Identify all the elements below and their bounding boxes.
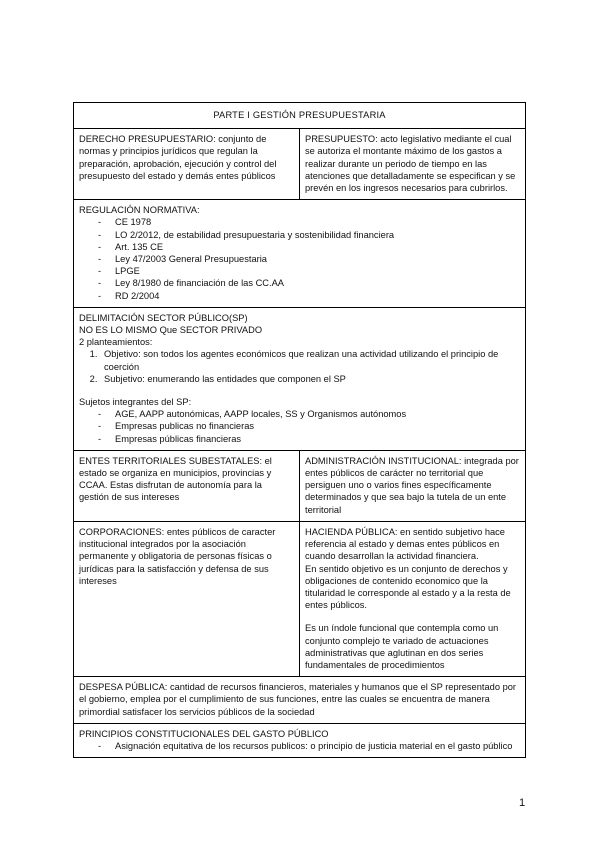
despesa-publica-text: DESPESA PÚBLICA: cantidad de recursos financieros, materiales y humanos que el SP representado por el gobierno, emplea por el cumplimiento de sus funciones, entre las cuales se encuentra de manera primordial satisfacer los servicios públicos de la sociedad [79,682,517,717]
hacienda-publica-p1: HACIENDA PÚBLICA: en sentido subjetivo hace referencia al estado y demas entes públicos en cuando desarrollan la actividad financiera. [305,526,505,562]
cell-presupuesto [300,129,526,200]
delimitacion-heading: DELIMITACIÓN SECTOR PÚBLICO(SP) [79,312,248,323]
sujetos-label: Sujetos integrantes del SP: [79,397,192,408]
list-item: 2. Subjetivo: enumerando las entidades que componen el SP [100,373,520,385]
presupuesto-text: PRESUPUESTO: acto legislativo mediante el cual se autoriza el montante máximo de los gastos a realizar durante un periodo de tiempo en las atenciones que detalladamente se especifican y se prevén en los ingresos necesarios para cubrirlos. [305,134,516,194]
cell-derecho-presupuestario [74,129,300,200]
list-item: - AGE, AAPP autonómicas, AAPP locales, SS y Organismos autónomos [98,408,520,420]
list-item: - Art. 135 CE [98,241,520,253]
sujetos-list [79,408,520,445]
regulacion-heading: REGULACIÓN NORMATIVA: [79,205,200,216]
content-table [73,102,526,758]
planteamientos-list [79,348,520,385]
list-item: - Ley 47/2003 General Presupuestaria [98,253,520,265]
cell-corporaciones [74,521,300,676]
cell-hacienda-publica [300,521,526,676]
list-item: - Empresas publicas no financieras [98,420,520,432]
list-item: - Ley 8/1980 de financiación de las CC.AA [98,277,520,289]
cell-entes-territoriales [74,450,300,521]
hacienda-publica-p2: En sentido objetivo es un conjunto de derechos y obligaciones de contenido economico que la titularidad le corresponde al estado y a la resta de entes públicos. [305,563,511,611]
cell-principios [74,723,526,757]
principios-list [79,740,520,752]
list-item: 1. Objetivo: son todos los agentes económicos que realizan una actividad utilizando el principio de coerción [100,348,520,372]
hacienda-publica-p3: Es un índole funcional que contempla como un conjunto complejo te variado de actuaciones administrativas que aglutinan en dos series fundamentales de procedimientos [305,623,499,670]
cell-despesa-publica [74,677,526,724]
derecho-presupuestario-text: DERECHO PRESUPUESTARIO: conjunto de normas y principios jurídicos que regulan la preparación, aprobación, ejecución y control del presupuesto del estado y demás entes públicos [79,134,277,181]
regulacion-list [79,216,520,301]
planteamientos-label: 2 planteamientos: [79,337,153,348]
cell-administracion-institucional [300,450,526,521]
page-number: 1 [519,797,526,809]
list-item: - LPGE [98,265,520,277]
delimitacion-subheading: NO ES LO MISMO Que SECTOR PRIVADO [79,325,263,336]
entes-territoriales-text: ENTES TERRITORIALES SUBESTATALES: el estado se organiza en municipios, provincias y CCAA. Estas disfrutan de autonomía para la gestión de sus intereses [79,455,272,503]
list-item: - CE 1978 [98,216,520,228]
corporaciones-text: CORPORACIONES: entes públicos de caracter institucional integrados por la asociación permanente y obligatoria de personas físicas o jurídicas para la satisfacción y defensa de sus intereses [79,526,276,586]
list-item: - RD 2/2004 [98,290,520,302]
list-item: - Empresas públicas financieras [98,433,520,445]
administracion-institucional-text: ADMINISTRACIÓN INSTITUCIONAL: integrada por entes públicos de carácter no territorial que persiguen uno o varios fines específicamente determinados y que sea bajo la tutela de un ente territorial [305,455,519,515]
principios-heading: PRINCIPIOS CONSTITUCIONALES DEL GASTO PÚBLICO [79,728,329,739]
cell-regulacion [74,200,526,308]
page-title: PARTE I GESTIÓN PRESUPUESTARIA [74,103,526,129]
list-item: - LO 2/2012, de estabilidad presupuestaria y sostenibilidad financiera [98,229,520,241]
list-item: - Asignación equitativa de los recursos publicos: o principio de justicia material en el gasto público [98,740,520,752]
cell-delimitacion [74,307,526,450]
